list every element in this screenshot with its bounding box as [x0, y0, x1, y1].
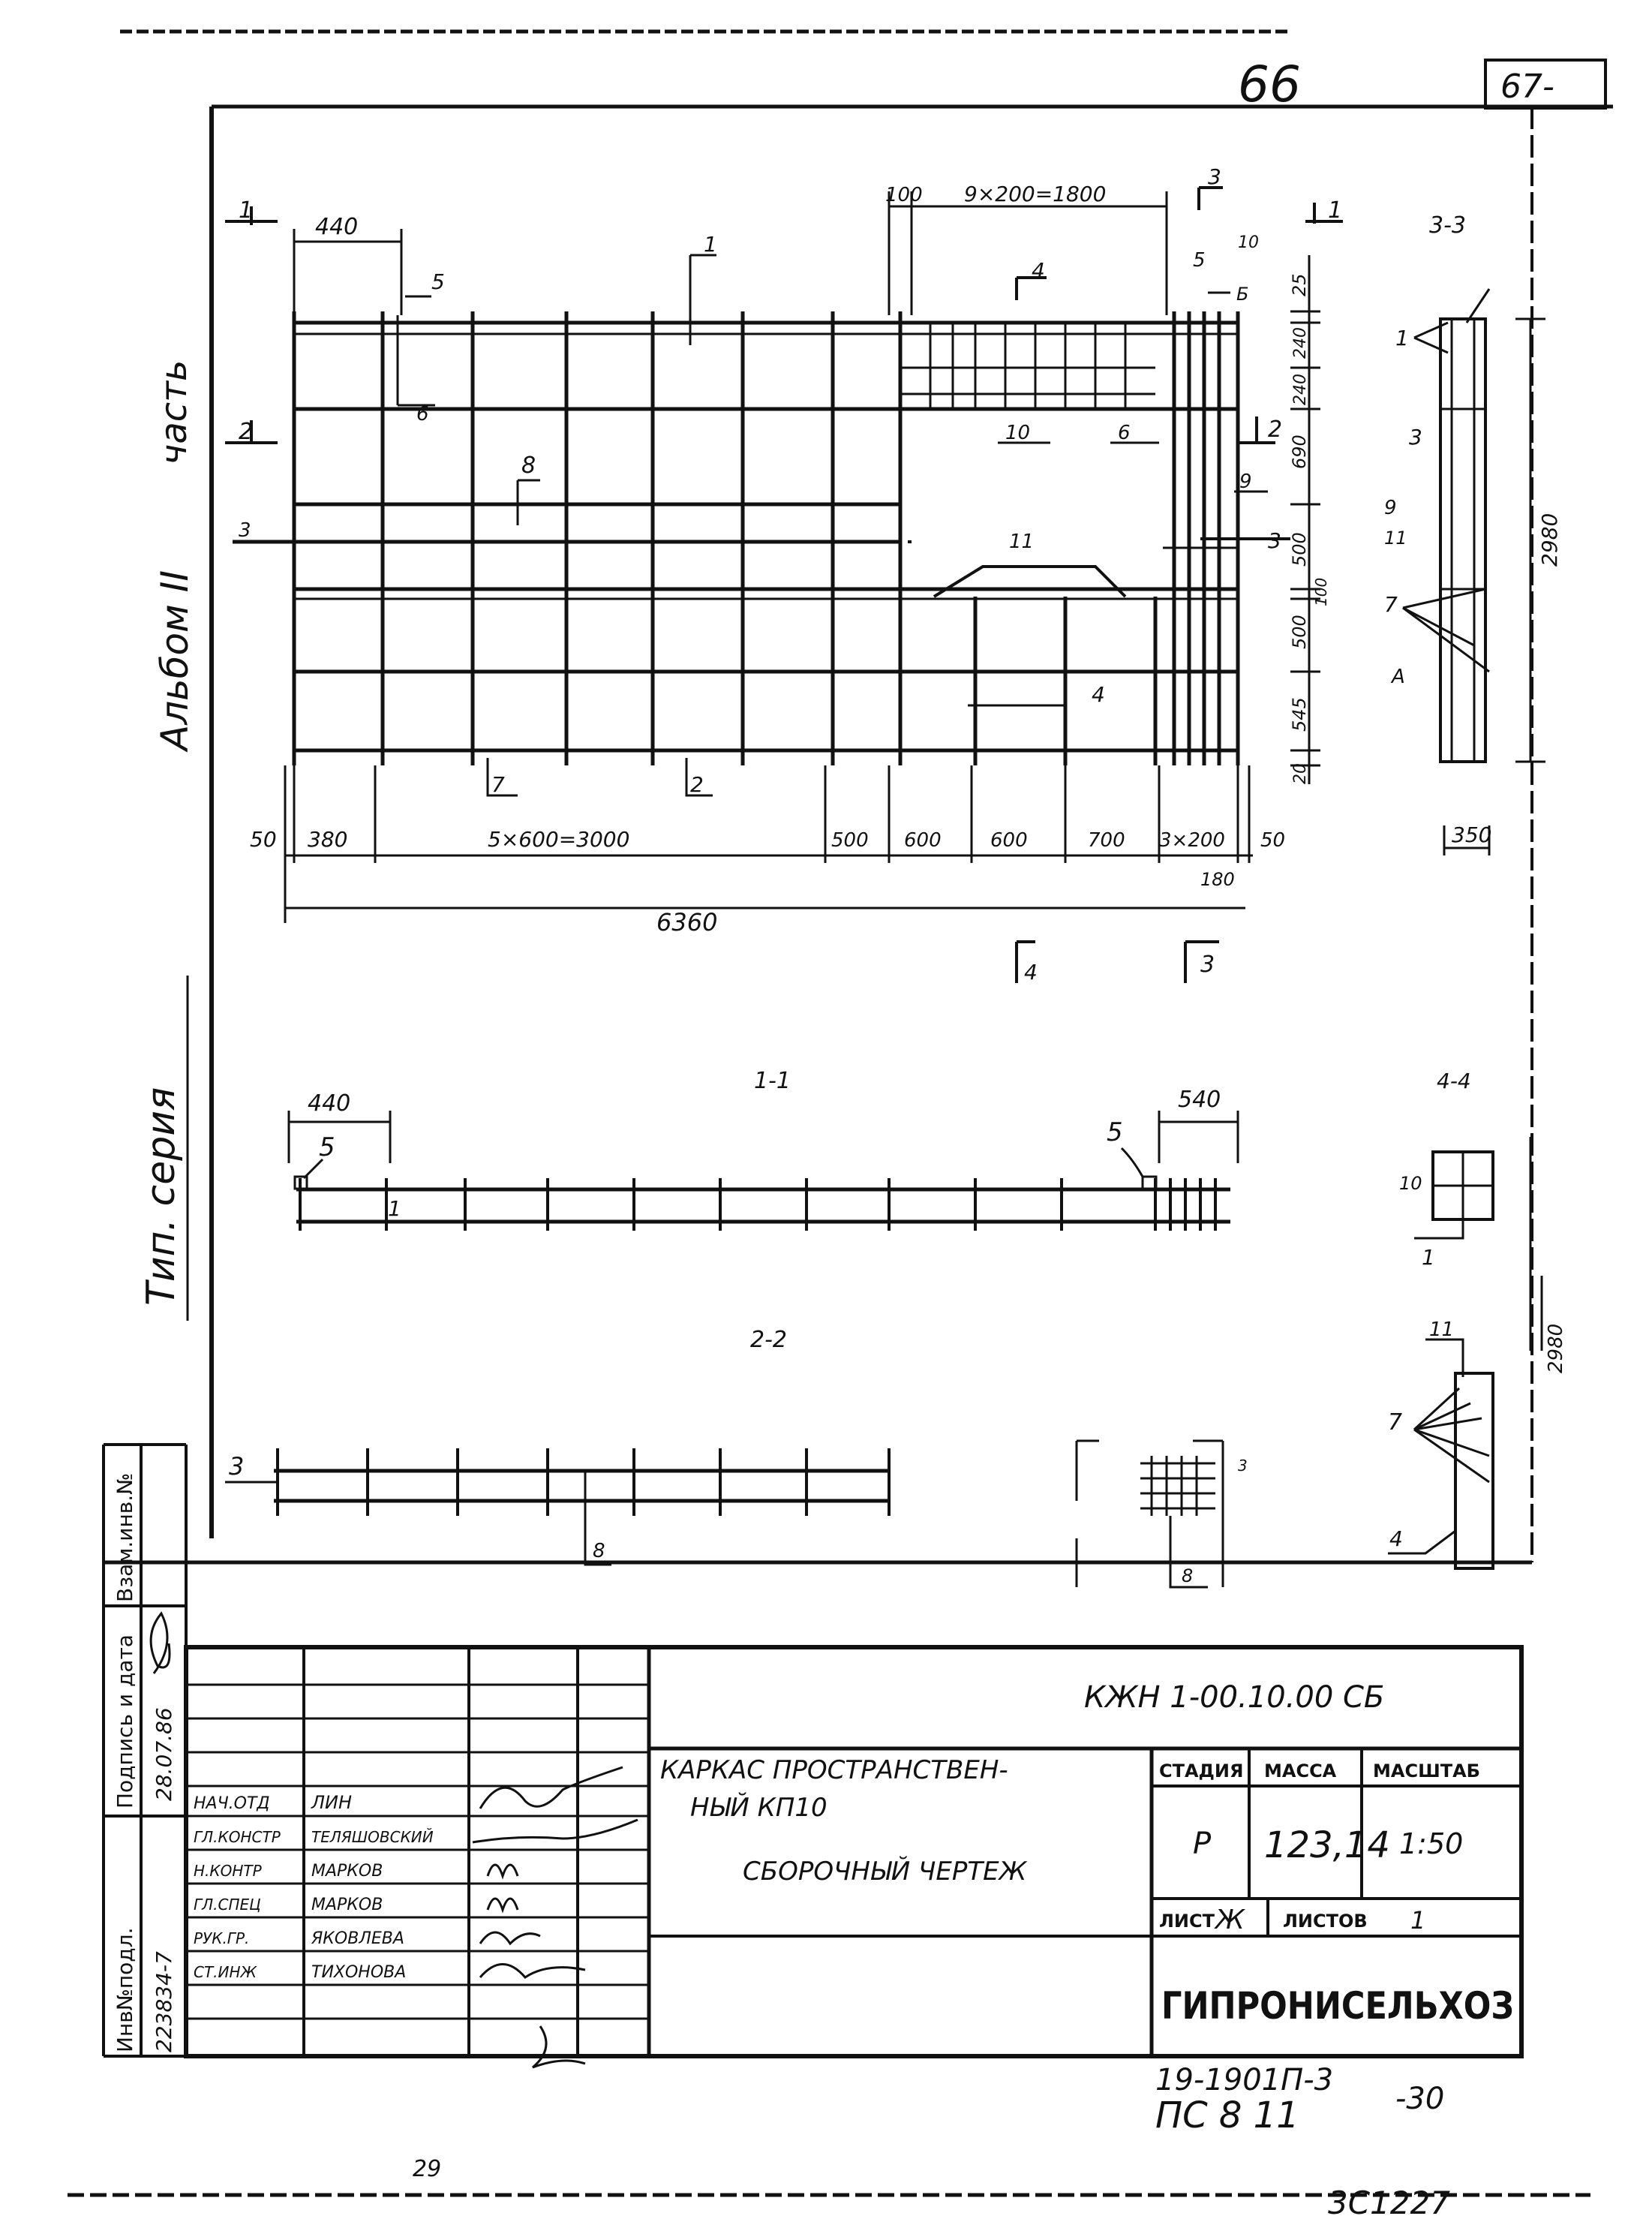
footer-bottom-note: 29 — [413, 2156, 442, 2182]
section-2-2-mark-8: 8 — [593, 1540, 605, 1562]
margin-series: Тип. серия — [139, 1087, 184, 1306]
stamp-col-vzam-inv: Взам.инв.№ — [113, 1472, 137, 1602]
tb-name-3: МАРКОВ — [311, 1896, 383, 1914]
tb-stage: Р — [1193, 1827, 1212, 1861]
section-3-3-mark-1: 1 — [1395, 326, 1409, 350]
stamp-col-sign-date: Подпись и дата — [113, 1634, 137, 1809]
left-margin — [139, 360, 197, 1321]
dim-380: 380 — [308, 827, 348, 852]
margin-part: часть — [153, 359, 195, 465]
dim-600-b: 600 — [990, 829, 1028, 852]
tb-mass: 123,14 — [1264, 1824, 1390, 1866]
section-mark-3-left: 3 — [239, 519, 251, 542]
dim-grid-bottom: 5×600=3000 — [488, 827, 630, 852]
section-3-3-mark-9: 9 — [1384, 497, 1397, 519]
dim-right-545: 545 — [1289, 697, 1310, 732]
section-3-3-mark-7: 7 — [1384, 592, 1398, 617]
dim-3x200: 3×200 — [1159, 829, 1225, 852]
dim-50-right: 50 — [1260, 829, 1286, 852]
mark-b: Б — [1236, 284, 1249, 305]
tb-name-1: ТЕЛЯШОВСКИЙ — [311, 1828, 434, 1846]
dim-700: 700 — [1088, 829, 1125, 852]
section-1-1-mark-5a: 5 — [319, 1132, 335, 1162]
tb-doc-type: СБОРОЧНЫЙ ЧЕРТЕЖ — [743, 1857, 1027, 1887]
tb-role-0: НАЧ.ОТД — [194, 1794, 270, 1813]
section-side-height: 2980 — [1545, 1323, 1567, 1373]
tb-name-5: ТИХОНОВА — [311, 1963, 407, 1982]
mark-5b: 5 — [1193, 249, 1206, 272]
section-3-3-title: 3-3 — [1429, 212, 1466, 239]
dim-180: 180 — [1200, 869, 1235, 890]
section-side-mark-4: 4 — [1389, 1526, 1403, 1551]
section-3-3 — [1403, 289, 1545, 855]
footer-bottom-right: 3С1227 — [1328, 2184, 1450, 2221]
mark-4: 4 — [1092, 682, 1105, 707]
section-mark-2-right: 2 — [1268, 416, 1283, 443]
mark-1: 1 — [704, 232, 717, 257]
tb-stage-label: СТАДИЯ — [1159, 1760, 1244, 1782]
section-4-4-mark-1: 1 — [1422, 1245, 1435, 1270]
section-1-1-mark-5b: 5 — [1107, 1117, 1123, 1147]
tb-mass-label: МАССА — [1264, 1760, 1337, 1782]
mark-8: 8 — [521, 453, 536, 479]
section-mark-1-left: 1 — [239, 197, 254, 224]
section-3-3-height: 2980 — [1537, 513, 1562, 567]
section-mark-3-right: 3 — [1268, 528, 1281, 553]
dim-500-bottom: 500 — [831, 829, 869, 852]
footer-code-line1: 19-1901П-3 — [1155, 2063, 1334, 2097]
tb-scale-label: МАСШТАБ — [1373, 1760, 1480, 1782]
dim-50-left: 50 — [250, 827, 277, 852]
page-number: 66 — [1238, 56, 1301, 113]
dim-total: 6360 — [656, 908, 718, 937]
stamp-inv-number: 223834-7 — [152, 1951, 176, 2052]
tb-designation: КЖН 1-00.10.00 СБ — [1084, 1680, 1385, 1715]
section-mark-1-right: 1 — [1328, 197, 1343, 224]
dim-100-top: 100 — [885, 184, 923, 206]
section-4-4-mark-10: 10 — [1399, 1173, 1422, 1194]
title-block-text — [194, 1680, 1514, 2028]
dim-right-240b: 240 — [1291, 374, 1310, 405]
section-mark-3-bottom: 3 — [1200, 952, 1215, 978]
dim-grid-top: 9×200=1800 — [964, 182, 1107, 206]
dim-right-690: 690 — [1289, 434, 1310, 469]
dim-right-10: 10 — [1238, 233, 1259, 252]
stamp-col-inv-podl: Инв№подл. — [113, 1927, 137, 2052]
mark-9: 9 — [1239, 471, 1252, 493]
mark-10: 10 — [1005, 422, 1031, 444]
tb-name-line1: КАРКАС ПРОСТРАНСТВЕН- — [660, 1755, 1008, 1785]
mark-7: 7 — [491, 772, 505, 797]
tb-organization: ГИПРОНИСЕЛЬХОЗ — [1161, 1984, 1514, 2028]
detail-mark-3: 3 — [1238, 1457, 1248, 1475]
footer-code-line2: ПС 8 11 — [1155, 2094, 1299, 2136]
mark-11: 11 — [1009, 531, 1035, 553]
section-1-1-labels — [308, 1068, 1221, 1221]
tb-role-4: РУК.ГР. — [194, 1929, 250, 1947]
tb-role-3: ГЛ.СПЕЦ — [194, 1896, 261, 1914]
stamp-date: 28.07.86 — [152, 1707, 176, 1801]
detail-mesh — [1077, 1441, 1223, 1587]
tb-sheet: Ж — [1215, 1905, 1245, 1935]
section-mark-4-top: 4 — [1032, 258, 1045, 283]
dim-right-25: 25 — [1289, 273, 1310, 296]
section-4-4-labels — [1399, 1069, 1471, 1270]
tb-sheets: 1 — [1410, 1906, 1426, 1935]
tb-scale: 1:50 — [1399, 1827, 1464, 1860]
section-mark-3-top: 3 — [1208, 164, 1221, 189]
dim-600-a: 600 — [904, 829, 942, 852]
mark-5: 5 — [431, 269, 445, 294]
section-1-1 — [289, 1111, 1238, 1231]
detail-mark-8: 8 — [1182, 1565, 1194, 1586]
mark-2: 2 — [690, 772, 704, 797]
section-2-2-mark-3: 3 — [229, 1452, 245, 1481]
section-mark-4-bottom: 4 — [1024, 960, 1038, 985]
section-mark-2-left: 2 — [239, 419, 254, 445]
section-1-1-dim-540: 540 — [1178, 1087, 1221, 1113]
footer — [413, 2063, 1450, 2221]
tb-name-0: ЛИН — [311, 1792, 353, 1813]
corner-box — [1485, 60, 1605, 108]
section-side-mark-11: 11 — [1429, 1318, 1455, 1341]
section-2-2-labels — [229, 1327, 787, 1562]
section-3-3-mark-3: 3 — [1409, 425, 1422, 450]
tb-role-1: ГЛ.КОНСТР — [194, 1828, 281, 1846]
dim-right-500b: 500 — [1289, 615, 1310, 649]
tb-role-2: Н.КОНТР — [194, 1862, 262, 1880]
tb-sheets-label: ЛИСТОВ — [1283, 1911, 1368, 1932]
dim-right-100: 100 — [1312, 577, 1330, 606]
tb-name-2: МАРКОВ — [311, 1862, 383, 1881]
section-1-1-dim-440: 440 — [308, 1090, 351, 1117]
section-1-1-mark-1: 1 — [388, 1196, 401, 1221]
section-side-mark-7: 7 — [1388, 1409, 1403, 1436]
tb-sheet-label: ЛИСТ — [1159, 1911, 1215, 1932]
dim-right-500a: 500 — [1289, 532, 1310, 567]
footer-code-suffix: -30 — [1395, 2082, 1445, 2116]
section-3-3-mark-11: 11 — [1384, 528, 1407, 549]
mark-6: 6 — [416, 403, 429, 425]
detail-mesh-labels — [1182, 1457, 1248, 1586]
section-3-3-width: 350 — [1452, 822, 1492, 847]
dim-440-top: 440 — [315, 214, 359, 240]
dim-right-240a: 240 — [1291, 327, 1310, 359]
tb-role-5: СТ.ИНЖ — [194, 1963, 257, 1981]
tb-name-line2: НЫЙ КП10 — [690, 1793, 828, 1823]
section-side-labels — [1388, 1318, 1567, 1551]
section-2-2 — [225, 1448, 889, 1565]
section-2-2-title: 2-2 — [750, 1327, 787, 1353]
margin-album: Альбом II — [153, 570, 197, 750]
corner-box-text: 67- — [1500, 68, 1554, 106]
section-1-1-title: 1-1 — [754, 1068, 791, 1094]
tb-name-4: ЯКОВЛЕВА — [311, 1929, 404, 1948]
section-3-3-mark-a: А — [1392, 666, 1405, 688]
plan-labels — [239, 164, 1342, 985]
plan-view — [225, 188, 1343, 983]
stamp-signature — [151, 1613, 170, 1673]
mark-6b: 6 — [1118, 422, 1131, 444]
dim-right-20: 20 — [1291, 763, 1310, 784]
section-side — [1388, 1276, 1542, 1568]
section-4-4-title: 4-4 — [1437, 1069, 1471, 1093]
